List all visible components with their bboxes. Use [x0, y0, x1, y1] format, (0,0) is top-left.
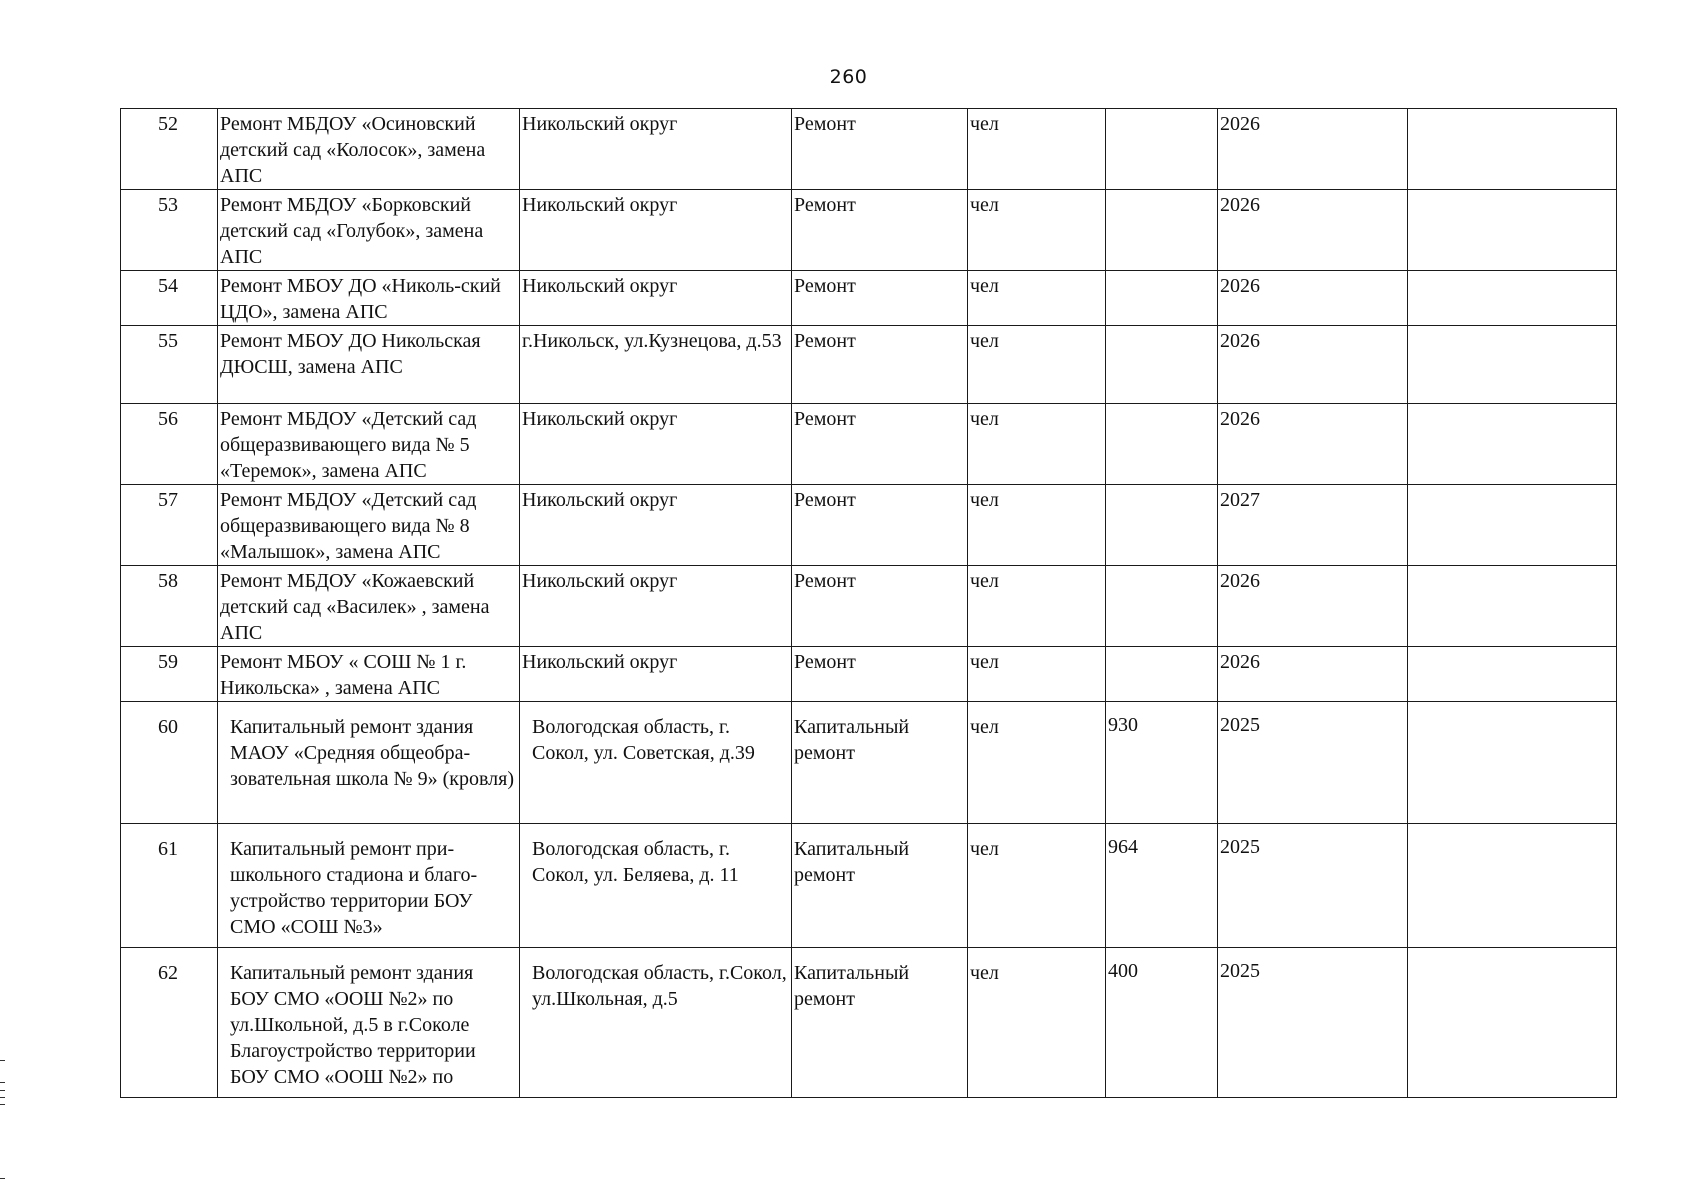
work-type: Ремонт [792, 271, 968, 326]
value [1106, 566, 1218, 647]
object-name: Ремонт МБДОУ «Кожаевский детский сад «Василек» , замена АПС [218, 566, 520, 647]
year: 2026 [1218, 566, 1408, 647]
unit: чел [968, 702, 1106, 824]
row-number: 61 [121, 824, 218, 948]
row-number: 57 [121, 485, 218, 566]
extra-cell [1408, 824, 1617, 948]
unit: чел [968, 566, 1106, 647]
year: 2026 [1218, 190, 1408, 271]
year: 2025 [1218, 702, 1408, 824]
work-type: Капитальный ремонт [792, 824, 968, 948]
unit: чел [968, 109, 1106, 190]
row-number: 60 [121, 702, 218, 824]
page-number: 260 [829, 66, 868, 88]
object-location: Вологодская область, г. Сокол, ул. Беляева, д. 11 [520, 824, 792, 948]
object-location: Никольский округ [520, 485, 792, 566]
unit: чел [968, 647, 1106, 702]
work-type: Капитальный ремонт [792, 702, 968, 824]
unit: чел [968, 948, 1106, 1098]
year: 2027 [1218, 485, 1408, 566]
extra-cell [1408, 702, 1617, 824]
work-type: Ремонт [792, 647, 968, 702]
object-location: г.Никольск, ул.Кузнецова, д.53 [520, 326, 792, 404]
scan-margin-mark [0, 1082, 5, 1083]
object-name: Ремонт МБДОУ «Борковский детский сад «Голубок», замена АПС [218, 190, 520, 271]
row-number: 62 [121, 948, 218, 1098]
object-location: Никольский округ [520, 647, 792, 702]
row-number: 56 [121, 404, 218, 485]
scan-margin-mark [0, 1090, 5, 1091]
table-row [121, 109, 1617, 190]
unit: чел [968, 326, 1106, 404]
object-name: Ремонт МБДОУ «Детский сад общеразвивающего вида № 8 «Малышок», замена АПС [218, 485, 520, 566]
extra-cell [1408, 190, 1617, 271]
object-location: Никольский округ [520, 404, 792, 485]
object-location: Никольский округ [520, 190, 792, 271]
year: 2025 [1218, 948, 1408, 1098]
object-name: Ремонт МБОУ « СОШ № 1 г. Никольска» , замена АПС [218, 647, 520, 702]
work-type: Ремонт [792, 485, 968, 566]
unit: чел [968, 404, 1106, 485]
extra-cell [1408, 326, 1617, 404]
value [1106, 404, 1218, 485]
scan-margin-mark [0, 1097, 5, 1098]
work-type: Ремонт [792, 566, 968, 647]
row-number: 58 [121, 566, 218, 647]
extra-cell [1408, 647, 1617, 702]
value [1106, 190, 1218, 271]
table-row [121, 566, 1617, 647]
scan-margin-mark [0, 1178, 5, 1179]
value [1106, 647, 1218, 702]
table-row [121, 190, 1617, 271]
table-row [121, 824, 1617, 948]
object-location: Никольский округ [520, 271, 792, 326]
table-row [121, 647, 1617, 702]
unit: чел [968, 271, 1106, 326]
object-name: Капитальный ремонт при-школьного стадиона и благо-устройство территории БОУ СМО «СОШ №3» [218, 824, 520, 948]
value [1106, 271, 1218, 326]
work-type: Ремонт [792, 404, 968, 485]
work-type: Ремонт [792, 326, 968, 404]
unit: чел [968, 485, 1106, 566]
object-name: Ремонт МБОУ ДО «Николь-ский ЦДО», замена АПС [218, 271, 520, 326]
row-number: 53 [121, 190, 218, 271]
table-row [121, 326, 1617, 404]
value [1106, 485, 1218, 566]
object-name: Ремонт МБДОУ «Осиновский детский сад «Колосок», замена АПС [218, 109, 520, 190]
object-name: Капитальный ремонт здания БОУ СМО «ООШ №2» по ул.Школьной, д.5 в г.Соколе Благоустройство территории БОУ СМО «ООШ №2» по [218, 948, 520, 1098]
row-number: 59 [121, 647, 218, 702]
object-location: Никольский округ [520, 566, 792, 647]
extra-cell [1408, 566, 1617, 647]
extra-cell [1408, 271, 1617, 326]
work-type: Капитальный ремонт [792, 948, 968, 1098]
object-name: Ремонт МБОУ ДО Никольская ДЮСШ, замена АПС [218, 326, 520, 404]
scan-margin-mark [0, 1104, 5, 1105]
works-table [120, 108, 1617, 1098]
year: 2026 [1218, 647, 1408, 702]
table-row [121, 271, 1617, 326]
table-row [121, 485, 1617, 566]
year: 2026 [1218, 326, 1408, 404]
table-row [121, 948, 1617, 1098]
row-number: 54 [121, 271, 218, 326]
value [1106, 109, 1218, 190]
scan-margin-mark [0, 1060, 5, 1061]
value: 400 [1106, 948, 1218, 1098]
work-type: Ремонт [792, 190, 968, 271]
year: 2026 [1218, 271, 1408, 326]
extra-cell [1408, 948, 1617, 1098]
value: 930 [1106, 702, 1218, 824]
object-location: Вологодская область, г. Сокол, ул. Советская, д.39 [520, 702, 792, 824]
value: 964 [1106, 824, 1218, 948]
table-row [121, 702, 1617, 824]
object-location: Вологодская область, г.Сокол, ул.Школьная, д.5 [520, 948, 792, 1098]
extra-cell [1408, 485, 1617, 566]
value [1106, 326, 1218, 404]
row-number: 55 [121, 326, 218, 404]
row-number: 52 [121, 109, 218, 190]
extra-cell [1408, 109, 1617, 190]
object-name: Ремонт МБДОУ «Детский сад общеразвивающего вида № 5 «Теремок», замена АПС [218, 404, 520, 485]
year: 2026 [1218, 404, 1408, 485]
object-name: Капитальный ремонт здания МАОУ «Средняя общеобра-зовательная школа № 9» (кровля) [218, 702, 520, 824]
year: 2026 [1218, 109, 1408, 190]
extra-cell [1408, 404, 1617, 485]
work-type: Ремонт [792, 109, 968, 190]
unit: чел [968, 190, 1106, 271]
year: 2025 [1218, 824, 1408, 948]
unit: чел [968, 824, 1106, 948]
table-row [121, 404, 1617, 485]
object-location: Никольский округ [520, 109, 792, 190]
